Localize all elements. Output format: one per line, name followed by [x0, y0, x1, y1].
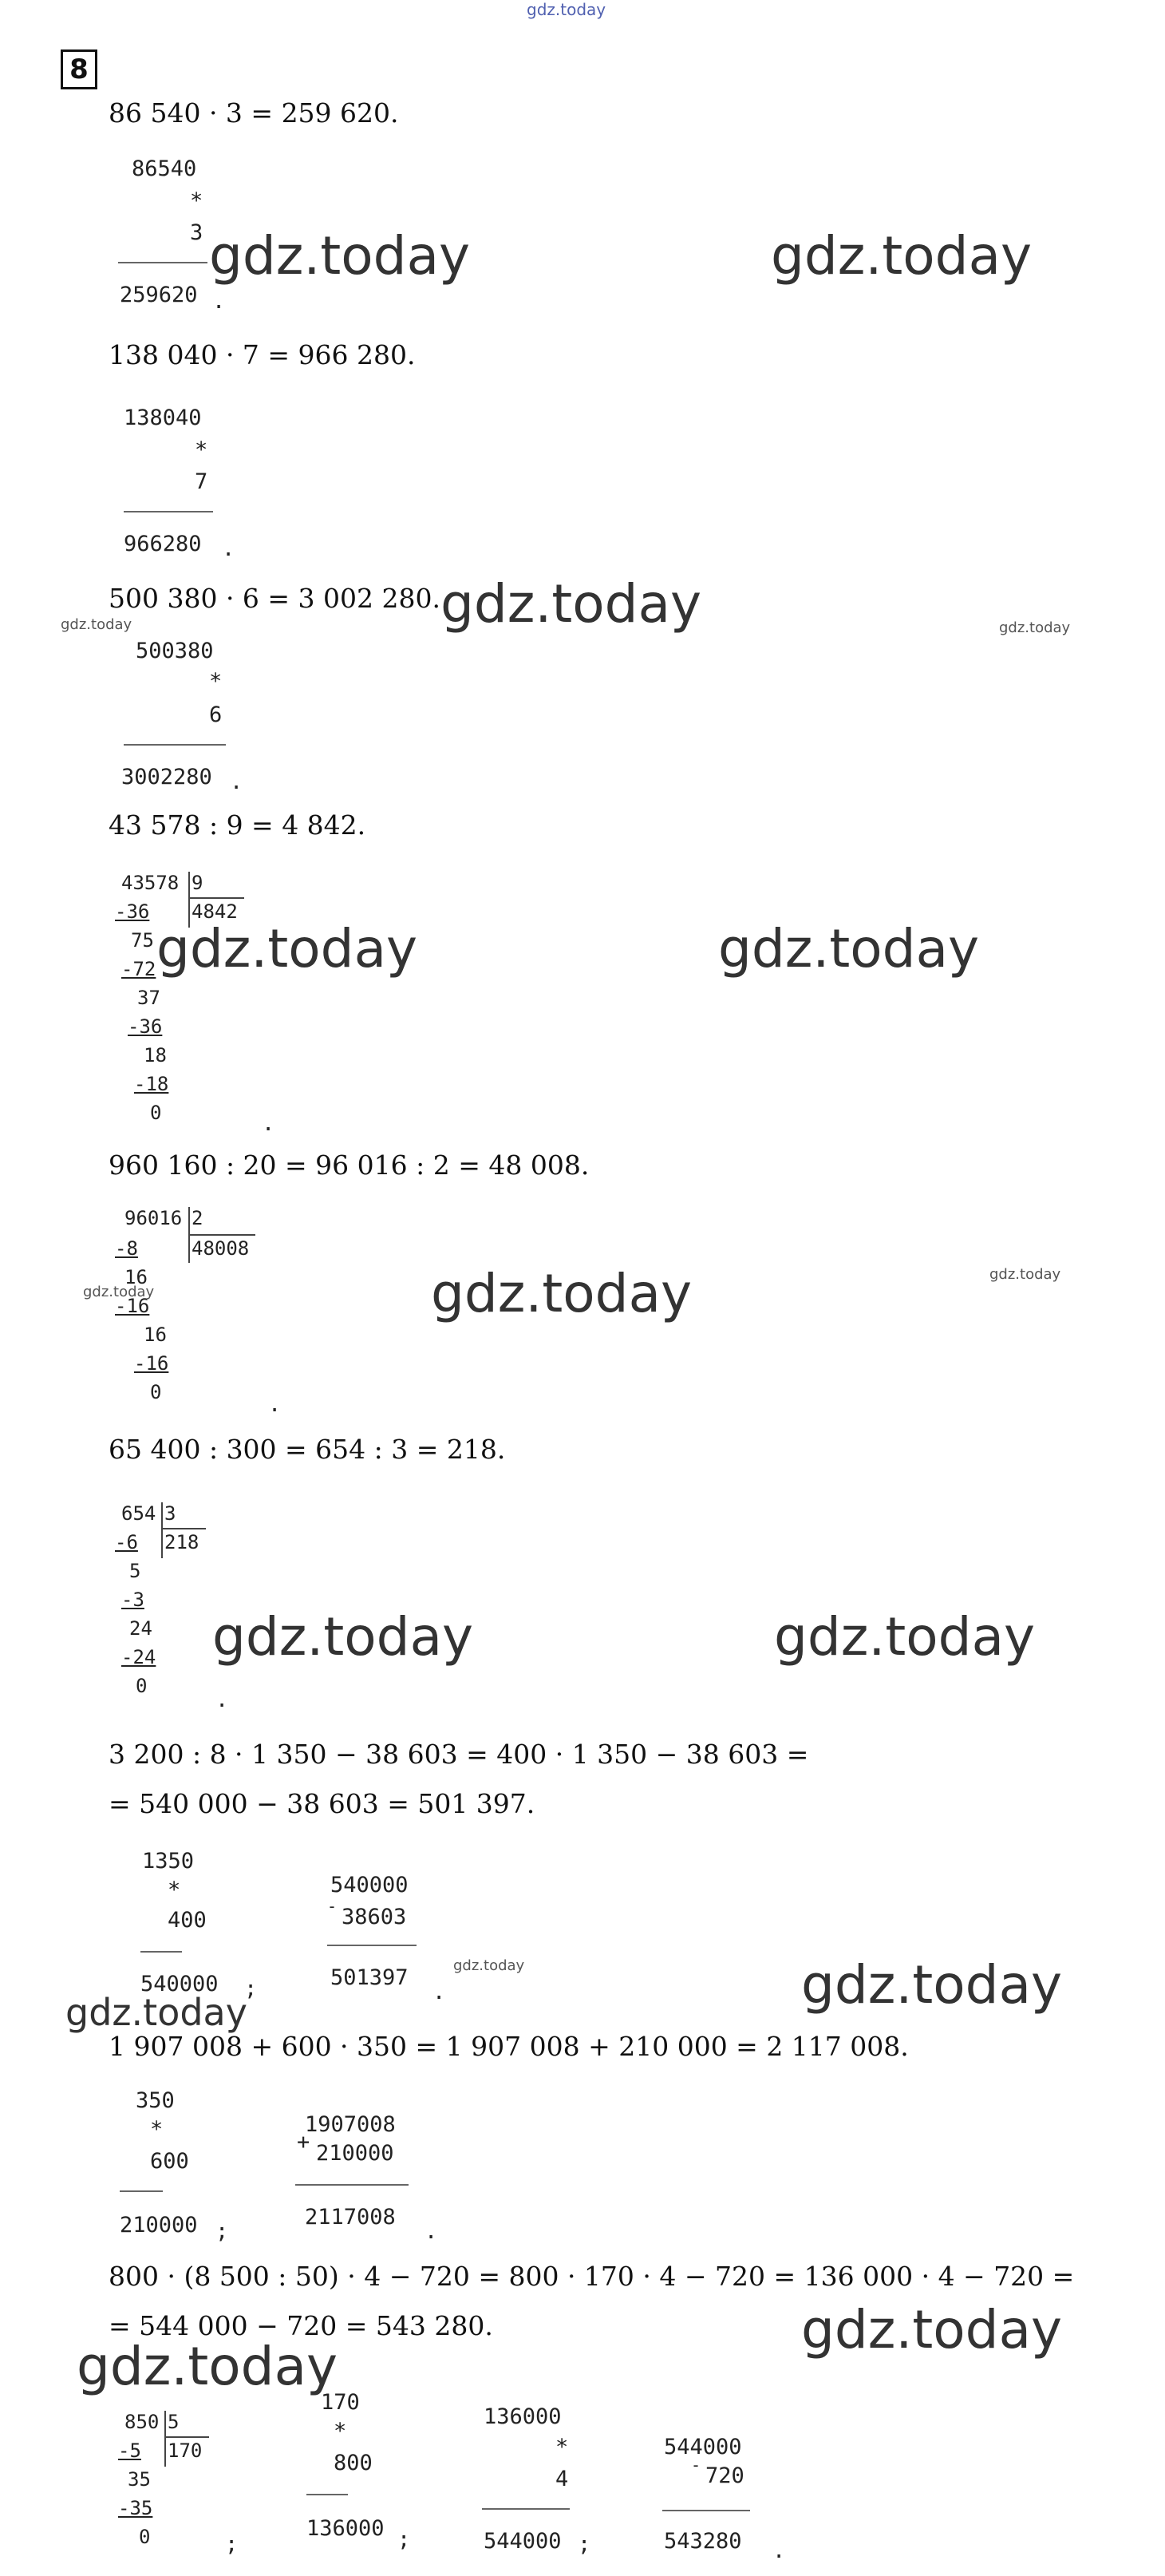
watermark-small: gdz.today	[999, 619, 1071, 636]
div4-semicolon: ;	[225, 2532, 239, 2557]
sub1-dot: .	[432, 1980, 446, 2004]
watermark-small: gdz.today	[83, 1284, 155, 1300]
equation-7-line-1: 3 200 : 8 · 1 350 − 38 603 = 400 · 1 350 − 38 603 =	[109, 1739, 809, 1770]
sub2-dot: .	[772, 2538, 786, 2563]
watermark: gdz.today	[77, 2336, 338, 2397]
div3-step: -24	[121, 1646, 156, 1668]
mult3-multiplicand: 500380	[136, 639, 214, 663]
equation-6: 65 400 : 300 = 654 : 3 = 218.	[109, 1434, 506, 1465]
mult3-rule	[124, 744, 226, 746]
div2-divisor: 2	[192, 1207, 203, 1229]
div2-step: 0	[150, 1381, 162, 1403]
equation-9-line-1: 800 · (8 500 : 50) · 4 − 720 = 800 · 170 · 4 − 720 = 136 000 · 4 − 720 =	[109, 2261, 1075, 2292]
sub2-result: 543280	[664, 2529, 742, 2554]
div4-dividend: 850	[124, 2411, 160, 2433]
div3-step: 5	[129, 1560, 141, 1582]
watermark: gdz.today	[718, 918, 980, 979]
div2-dividend: 96016	[124, 1207, 183, 1229]
div1-dot: .	[262, 1111, 275, 1136]
mult2-operator: *	[195, 437, 208, 462]
mult5-semicolon: ;	[215, 2219, 229, 2244]
mult1-operator: *	[190, 188, 203, 213]
watermark: gdz.today	[774, 1606, 1036, 1668]
watermark: gdz.today	[440, 573, 702, 635]
mult2-multiplier: 7	[195, 469, 208, 494]
mult6-result: 136000	[306, 2516, 385, 2541]
mult1-dot: .	[212, 289, 226, 314]
sub1-operator: -	[327, 1897, 338, 1916]
div2-step: 16	[124, 1266, 148, 1288]
mult2-result: 966280	[124, 532, 202, 556]
div4-bracket-vertical	[164, 2411, 166, 2467]
mult3-result: 3002280	[121, 765, 212, 789]
watermark: gdz.today	[801, 1954, 1063, 2016]
add1-addend-2: 210000	[316, 2141, 394, 2166]
div3-step: -6	[115, 1531, 138, 1553]
mult1-multiplicand: 86540	[132, 156, 197, 181]
mult6-multiplicand: 170	[321, 2390, 360, 2415]
mult1-rule	[118, 262, 207, 263]
watermark: gdz.today	[771, 225, 1033, 287]
div1-step: 37	[137, 987, 160, 1009]
div3-step: -3	[121, 1589, 144, 1611]
div1-quotient: 4842	[192, 900, 238, 923]
add1-rule	[295, 2184, 409, 2186]
watermark: gdz.today	[209, 225, 471, 287]
equation-2: 138 040 · 7 = 966 280.	[109, 339, 416, 370]
div4-bracket-horizontal	[164, 2436, 209, 2438]
div3-step: 0	[136, 1675, 148, 1697]
mult3-operator: *	[209, 669, 223, 694]
mult7-multiplicand: 136000	[484, 2404, 562, 2429]
div2-dot: .	[268, 1392, 282, 1417]
div1-divisor: 9	[192, 872, 203, 894]
watermark: gdz.today	[801, 2299, 1063, 2360]
mult2-rule	[124, 511, 213, 512]
mult4-result: 540000	[140, 1972, 219, 1996]
mult1-multiplier: 3	[190, 220, 203, 245]
div2-step: -16	[134, 1352, 169, 1375]
mult7-rule	[482, 2508, 570, 2510]
add1-addend-1: 1907008	[305, 2112, 396, 2137]
equation-9-line-2: = 544 000 − 720 = 543 280.	[109, 2310, 493, 2341]
div4-step: 35	[128, 2468, 151, 2491]
equation-1: 86 540 · 3 = 259 620.	[109, 97, 399, 129]
equation-4: 43 578 : 9 = 4 842.	[109, 809, 366, 841]
sub2-rule	[662, 2510, 750, 2511]
div3-dot: .	[215, 1688, 229, 1712]
sub1-rule	[327, 1945, 417, 1946]
mult2-dot: .	[222, 536, 235, 561]
div3-dividend: 654	[121, 1502, 156, 1525]
mult3-dot: .	[230, 770, 243, 794]
sub2-subtrahend: 720	[705, 2463, 744, 2488]
div1-step: -72	[121, 958, 156, 980]
mult7-result: 544000	[484, 2529, 562, 2554]
div4-step: -5	[118, 2439, 141, 2462]
div1-dividend: 43578	[121, 872, 180, 894]
add1-operator: +	[297, 2130, 310, 2155]
div1-step: -36	[115, 900, 150, 923]
add1-result: 2117008	[305, 2205, 396, 2230]
div3-quotient: 218	[164, 1531, 199, 1553]
div4-quotient: 170	[168, 2439, 203, 2462]
div1-step: 75	[131, 929, 154, 952]
div2-step: 16	[144, 1324, 167, 1346]
mult5-multiplicand: 350	[136, 2088, 175, 2113]
mult6-operator: *	[334, 2419, 347, 2443]
mult4-multiplier: 400	[168, 1908, 207, 1933]
div2-bracket-horizontal	[188, 1234, 255, 1236]
mult6-multiplier: 800	[334, 2451, 373, 2475]
div2-quotient: 48008	[192, 1237, 250, 1260]
mult7-multiplier: 4	[555, 2467, 569, 2491]
sub1-result: 501397	[330, 1965, 409, 1990]
watermark: gdz.today	[212, 1606, 474, 1668]
watermark-small: gdz.today	[989, 1266, 1061, 1283]
div1-bracket-horizontal	[188, 897, 244, 899]
watermark: gdz.today	[431, 1263, 693, 1324]
equation-7-line-2: = 540 000 − 38 603 = 501 397.	[109, 1788, 535, 1819]
div3-divisor: 3	[164, 1502, 176, 1525]
div2-step: -8	[115, 1237, 138, 1260]
sub2-operator: -	[691, 2455, 701, 2475]
watermark-small: gdz.today	[61, 616, 132, 633]
watermark: gdz.today	[156, 918, 418, 979]
mult5-rule	[120, 2190, 163, 2192]
task-number-badge: 8	[61, 49, 97, 89]
div4-divisor: 5	[168, 2411, 180, 2433]
div4-step: 0	[139, 2526, 151, 2548]
mult2-multiplicand: 138040	[124, 406, 202, 430]
mult1-result: 259620	[120, 283, 198, 307]
div1-step: -36	[128, 1015, 163, 1038]
add1-dot: .	[425, 2219, 438, 2244]
mult5-multiplier: 600	[150, 2149, 189, 2174]
mult4-rule	[140, 1951, 182, 1953]
watermark: gdz.today	[65, 1991, 247, 2034]
sub1-minuend: 540000	[330, 1873, 409, 1897]
mult7-operator: *	[555, 2435, 569, 2459]
mult7-semicolon: ;	[578, 2532, 591, 2557]
div1-step: 18	[144, 1044, 167, 1066]
div3-bracket-vertical	[161, 1502, 163, 1558]
mult6-semicolon: ;	[397, 2527, 411, 2552]
sub1-subtrahend: 38603	[342, 1905, 407, 1929]
watermark-small: gdz.today	[453, 1957, 525, 1974]
mult5-result: 210000	[120, 2213, 198, 2238]
mult4-multiplicand: 1350	[142, 1849, 195, 1874]
div1-step: -18	[134, 1073, 169, 1095]
mult6-rule	[306, 2494, 348, 2495]
equation-5: 960 160 : 20 = 96 016 : 2 = 48 008.	[109, 1150, 590, 1181]
mult4-semicolon: ;	[244, 1977, 258, 2001]
mult5-operator: *	[150, 2117, 164, 2142]
div1-step: 0	[150, 1102, 162, 1124]
mult4-operator: *	[168, 1878, 181, 1902]
div3-step: 24	[129, 1617, 152, 1640]
div2-step: -16	[115, 1295, 150, 1317]
div4-step: -35	[118, 2497, 153, 2519]
equation-3: 500 380 · 6 = 3 002 280.	[109, 583, 440, 614]
div3-bracket-horizontal	[161, 1528, 206, 1529]
sub2-minuend: 544000	[664, 2435, 742, 2459]
site-logo[interactable]: gdz.today	[527, 0, 606, 19]
mult3-multiplier: 6	[209, 702, 223, 727]
equation-8: 1 907 008 + 600 · 350 = 1 907 008 + 210 000 = 2 117 008.	[109, 2031, 909, 2062]
